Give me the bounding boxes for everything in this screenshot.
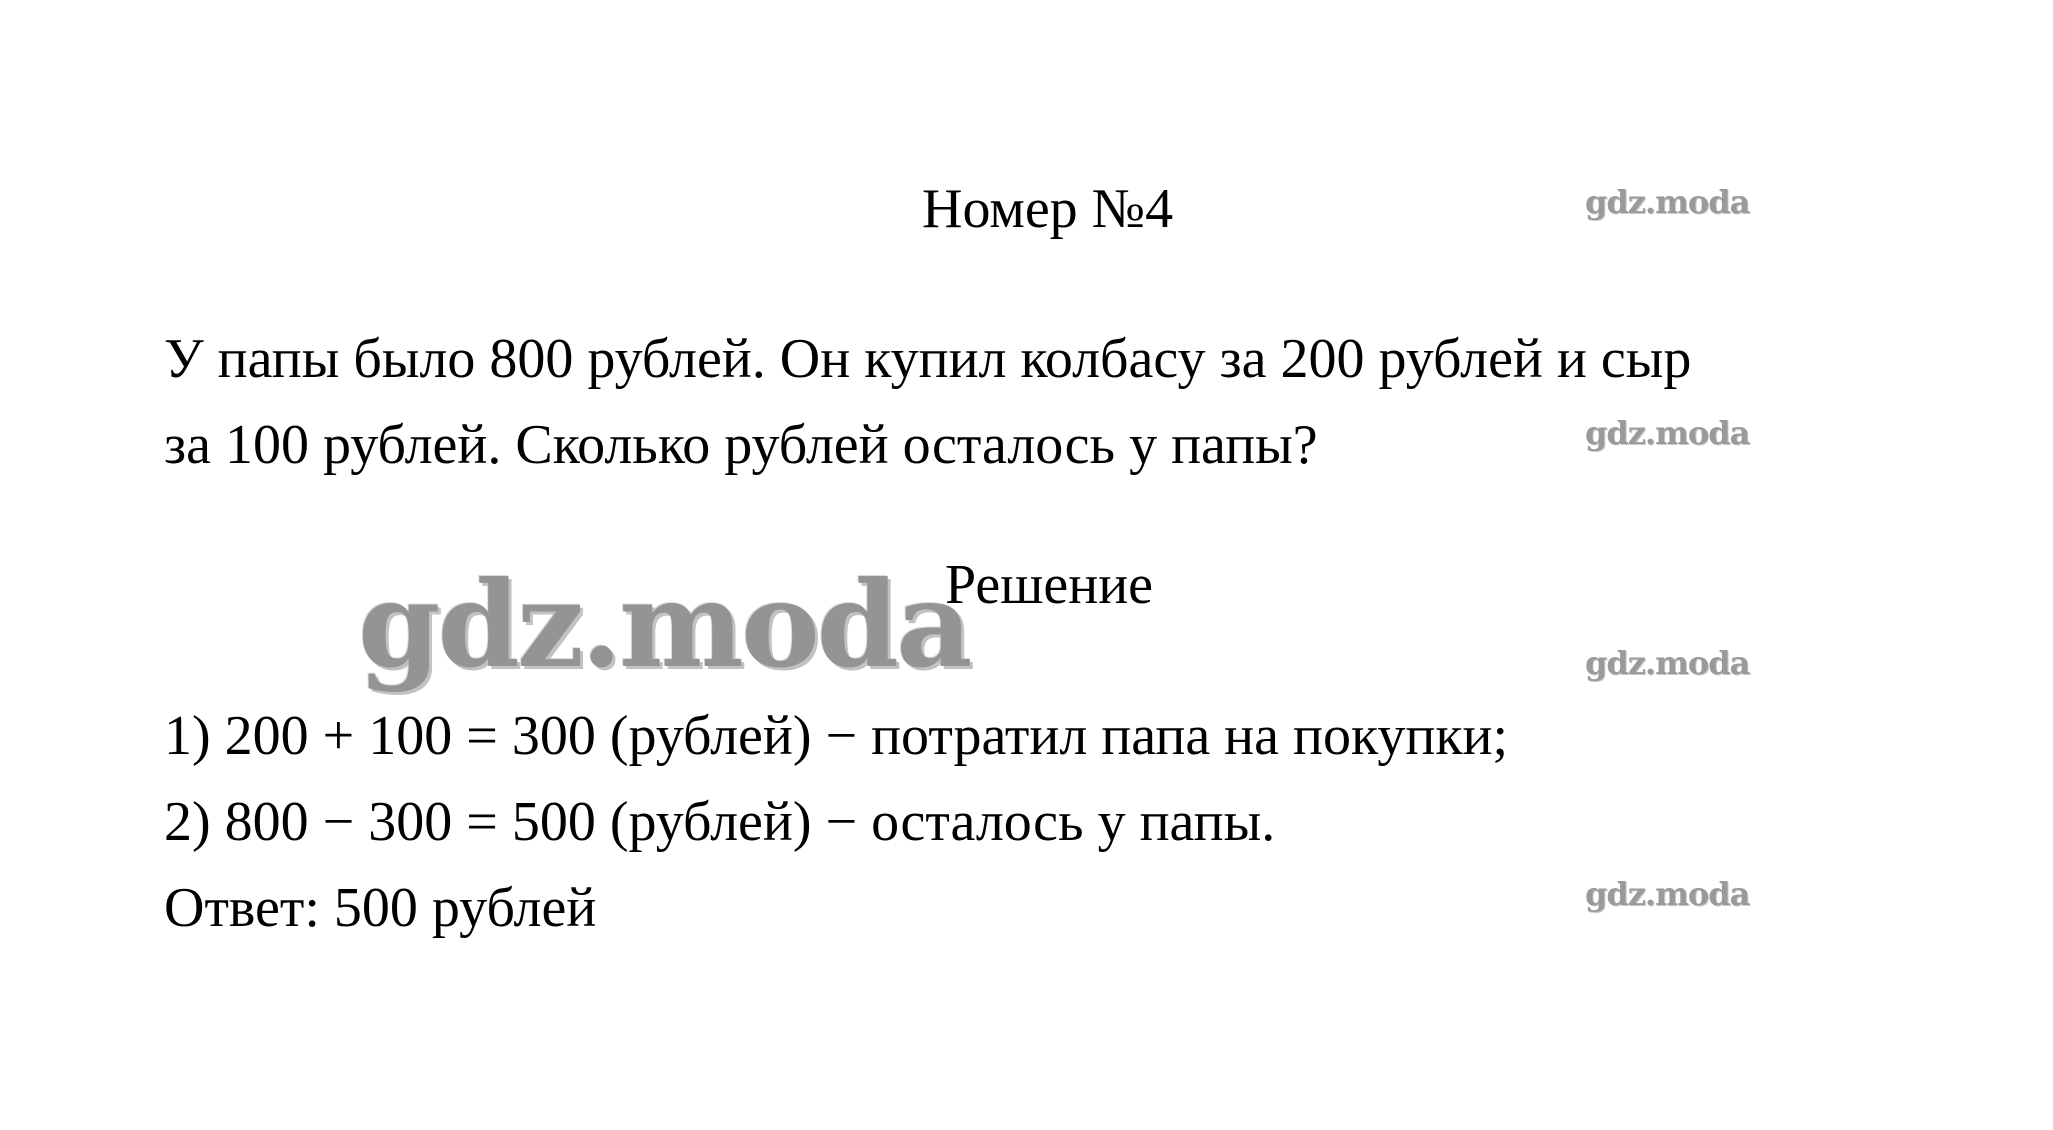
- watermark-logo: gdz.moda: [1585, 414, 1750, 452]
- solution-step-1: 1) 200 + 100 = 300 (рублей) − потратил папа на покупки;: [164, 705, 1509, 767]
- solution-step-2: 2) 800 − 300 = 500 (рублей) − осталось у папы.: [164, 791, 1276, 853]
- watermark-logo: gdz.moda: [1585, 183, 1750, 221]
- solution-steps: [164, 693, 1508, 865]
- problem-title: Номер №4: [922, 178, 1174, 240]
- solution-heading: Решение: [945, 554, 1154, 616]
- problem-line-2: за 100 рублей. Сколько рублей осталось у папы?: [164, 414, 1318, 476]
- problem-line-1: У папы было 800 рублей. Он купил колбасу за 200 рублей и сыр: [164, 328, 1692, 390]
- answer-line: Ответ: 500 рублей: [164, 877, 597, 939]
- watermark-logo-large: gdz.moda: [358, 555, 970, 694]
- problem-statement: [164, 316, 1924, 488]
- watermark-logo: gdz.moda: [1585, 875, 1750, 913]
- watermark-logo: gdz.moda: [1585, 644, 1750, 682]
